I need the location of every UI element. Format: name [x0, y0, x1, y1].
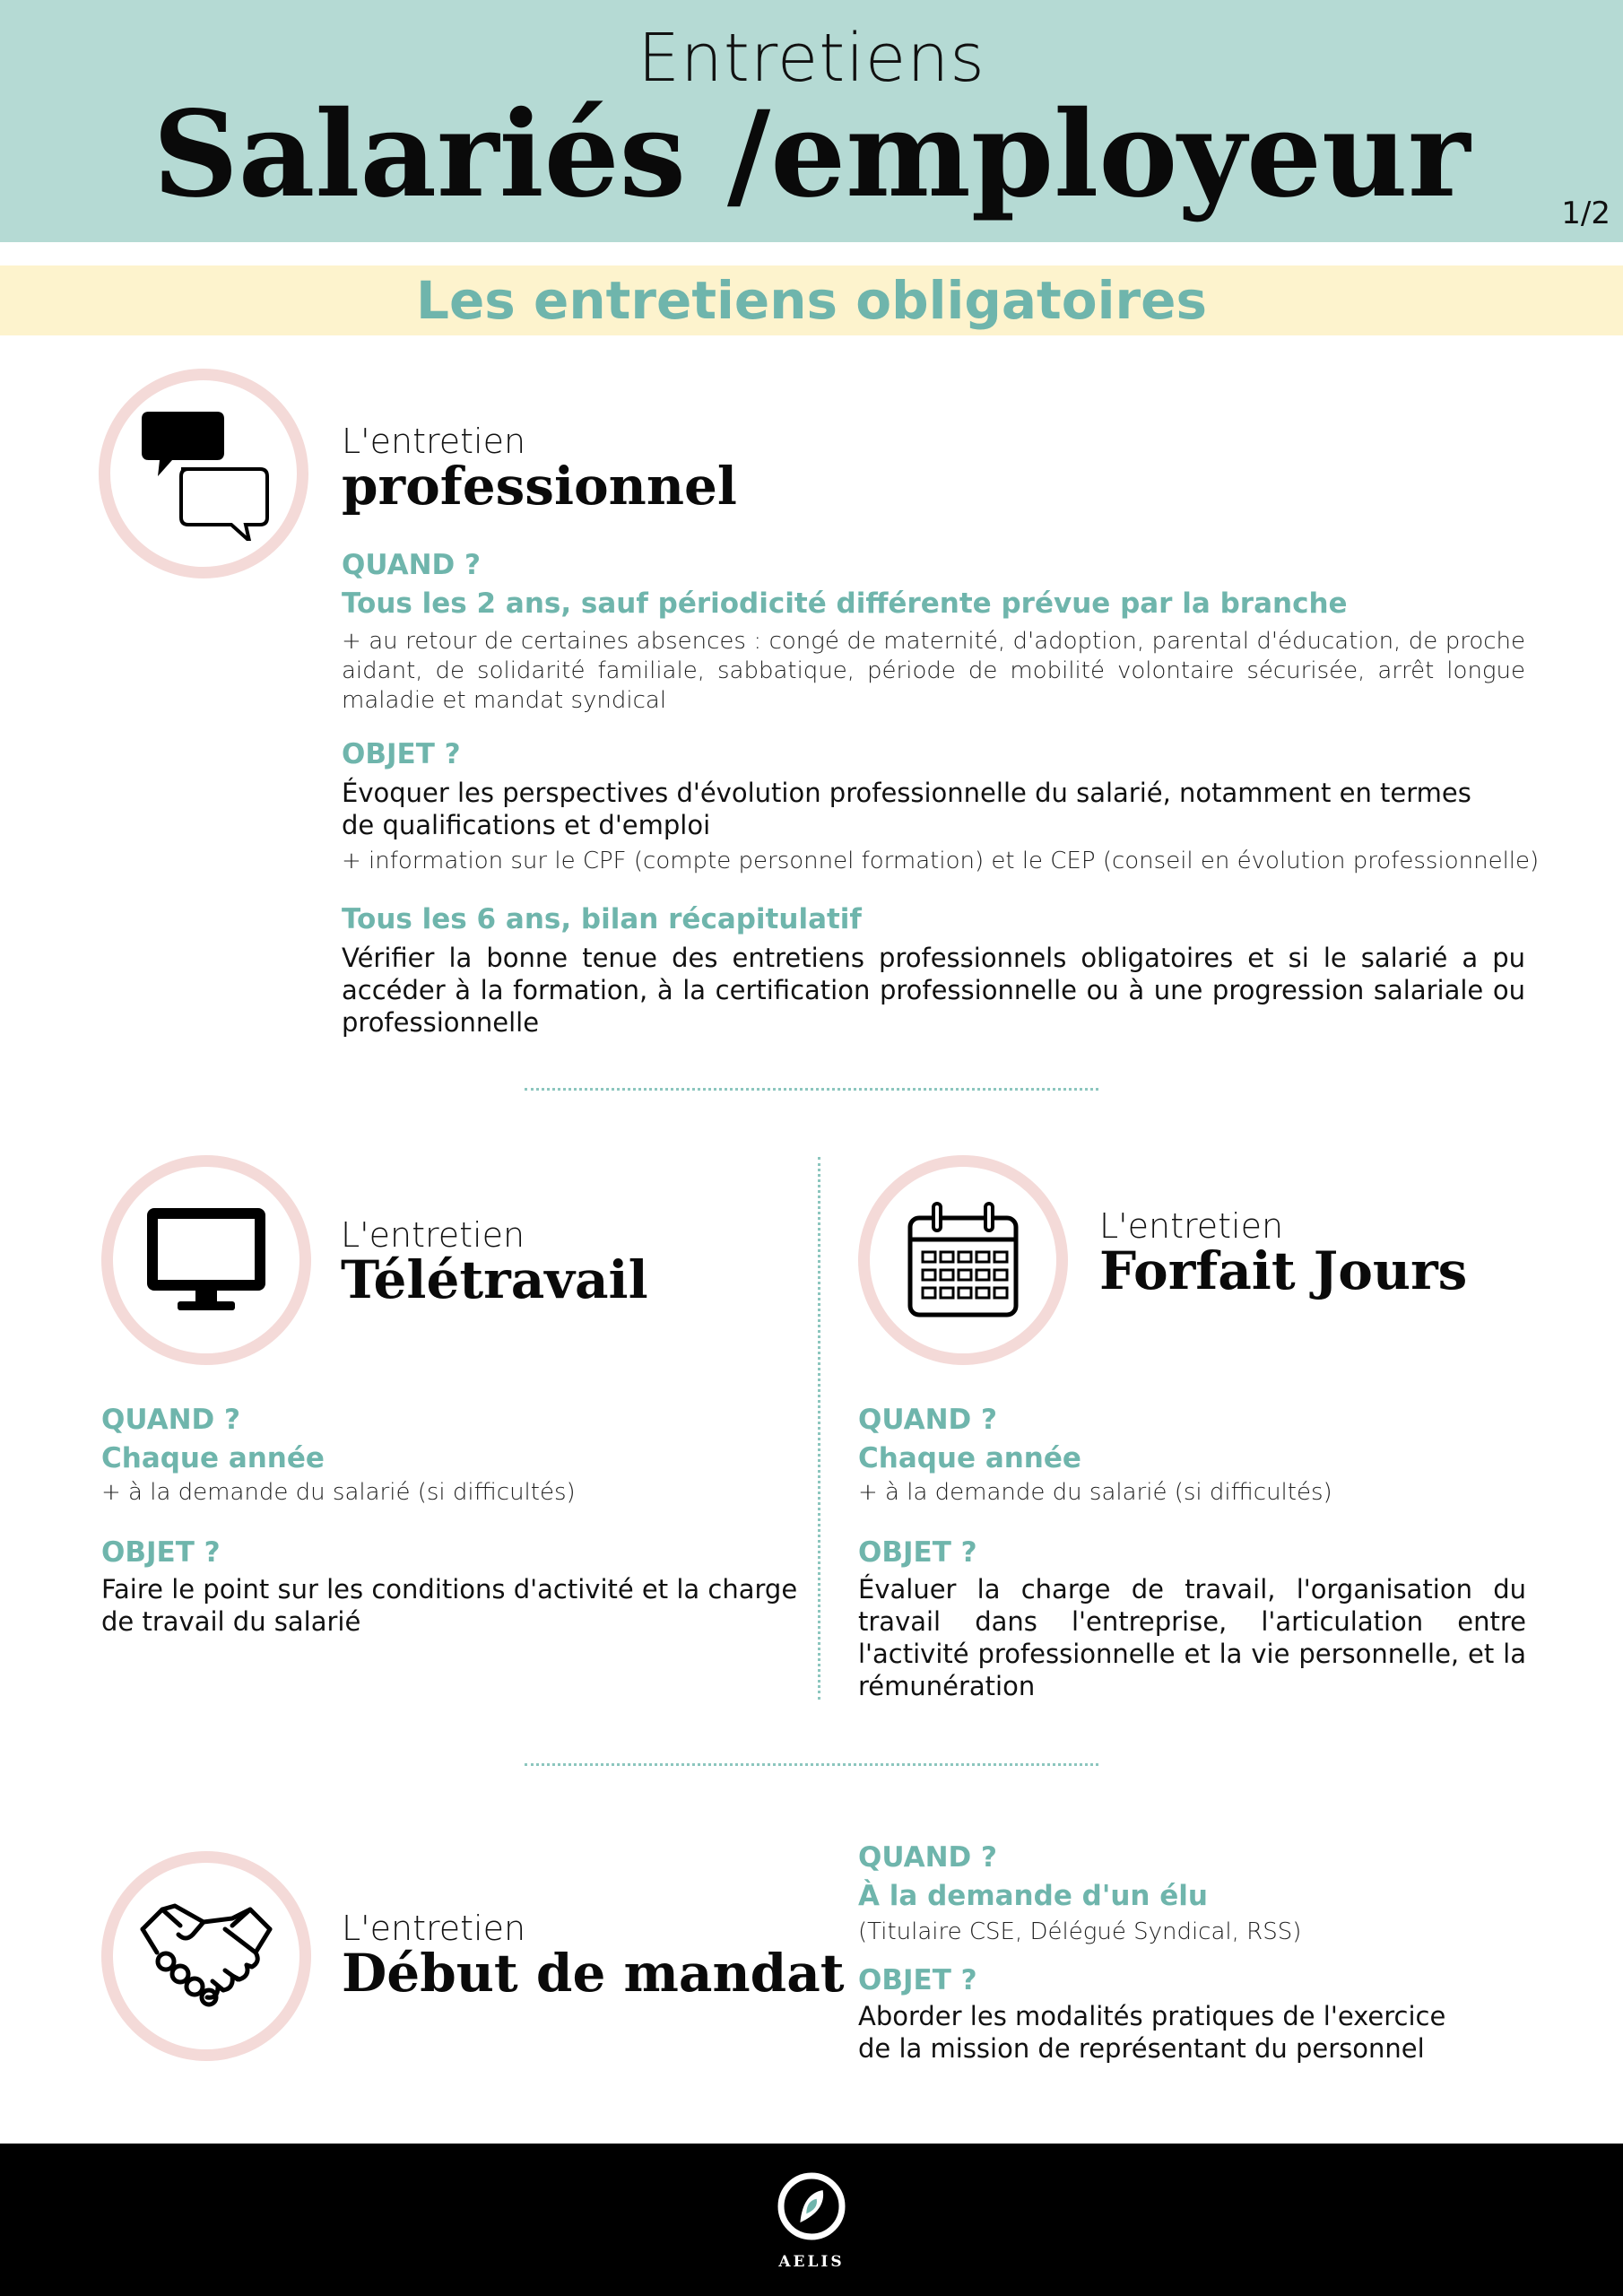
page-header — [0, 0, 1623, 242]
teletravail-prefix: L'entretien — [341, 1215, 525, 1255]
forfait-object-value: Évaluer la charge de travail, l'organisation du travail dans l'entreprise, l'articulation entre l'activité professionnelle et la vie personnelle, et la rémunération — [858, 1574, 1526, 1701]
column-divider — [818, 1157, 820, 1700]
section-divider — [525, 1088, 1098, 1091]
handshake-icon — [139, 1902, 273, 2010]
mandat-name: Début de mandat — [342, 1943, 845, 2004]
header-supertitle: Entretiens — [638, 20, 985, 97]
teletravail-object-label: OBJET ? — [101, 1536, 221, 1569]
professionnel-object-label: OBJET ? — [342, 738, 461, 770]
professionnel-prefix: L'entretien — [342, 422, 526, 461]
mandat-object-label: OBJET ? — [858, 1964, 977, 1996]
teletravail-icon-circle — [101, 1155, 311, 1365]
professionnel-when-label: QUAND ? — [342, 549, 482, 581]
section-divider-2 — [525, 1763, 1098, 1766]
forfait-name: Forfait Jours — [1099, 1240, 1468, 1301]
page-footer — [0, 2144, 1623, 2296]
header-title: Salariés /employeur — [152, 85, 1471, 224]
teletravail-object-value: Faire le point sur les conditions d'activité et la charge de travail du salarié — [101, 1574, 798, 1637]
professionnel-object-value: Évoquer les perspectives d'évolution professionnelle du salarié, notamment en termes de qualifications et d'emploi — [342, 778, 1471, 840]
teletravail-when-label: QUAND ? — [101, 1404, 241, 1436]
mandat-object-value: Aborder les modalités pratiques de l'exercice de la mission de représentant du personnel — [858, 2001, 1446, 2064]
teletravail-name: Télétravail — [341, 1249, 648, 1310]
teletravail-when-value: Chaque année — [101, 1442, 325, 1474]
mandat-icon-circle — [101, 1851, 311, 2061]
forfait-icon-circle — [858, 1155, 1068, 1365]
section-title: Les entretiens obligatoires — [416, 270, 1207, 331]
section-banner — [0, 265, 1623, 335]
footer-brand: AELIS — [778, 2253, 845, 2271]
mandat-when-value: À la demande d'un élu — [858, 1880, 1208, 1912]
professionnel-icon-circle — [99, 369, 308, 578]
speech-bubbles-icon — [136, 406, 271, 541]
professionnel-name: professionnel — [342, 456, 737, 517]
mandat-prefix: L'entretien — [342, 1909, 526, 1948]
professionnel-object-note: + information sur le CPF (compte personnel formation) et le CEP (conseil en évolution professionnelle) — [342, 848, 1540, 874]
page-number: 1/2 — [1561, 196, 1610, 231]
aelis-logo-icon — [776, 2170, 847, 2242]
professionnel-review-label: Tous les 6 ans, bilan récapitulatif — [342, 903, 862, 935]
mandat-when-note: (Titulaire CSE, Délégué Syndical, RSS) — [858, 1918, 1302, 1945]
forfait-when-value: Chaque année — [858, 1442, 1081, 1474]
teletravail-when-note: + à la demande du salarié (si difficultés) — [101, 1479, 576, 1506]
forfait-when-note: + à la demande du salarié (si difficultés) — [858, 1479, 1332, 1506]
professionnel-when-value: Tous les 2 ans, sauf périodicité différente prévue par la branche — [342, 587, 1348, 620]
professionnel-when-note: + au retour de certaines absences : congé de maternité, d'adoption, parental d'éducation, de proche aidant, de solidarité familiale, sabbatique, période de mobilité volontaire sécurisée, arrêt longue maladie et mandat syndical — [342, 628, 1525, 714]
forfait-prefix: L'entretien — [1099, 1206, 1284, 1246]
forfait-object-label: OBJET ? — [858, 1536, 977, 1569]
monitor-icon — [143, 1205, 269, 1316]
calendar-icon — [905, 1200, 1021, 1320]
professionnel-review-value: Vérifier la bonne tenue des entretiens professionnels obligatoires et si le salarié a pu accéder à la formation, à la certification professionnelle ou à une progression salariale ou professionnelle — [342, 943, 1525, 1038]
forfait-when-label: QUAND ? — [858, 1404, 998, 1436]
mandat-when-label: QUAND ? — [858, 1841, 998, 1874]
